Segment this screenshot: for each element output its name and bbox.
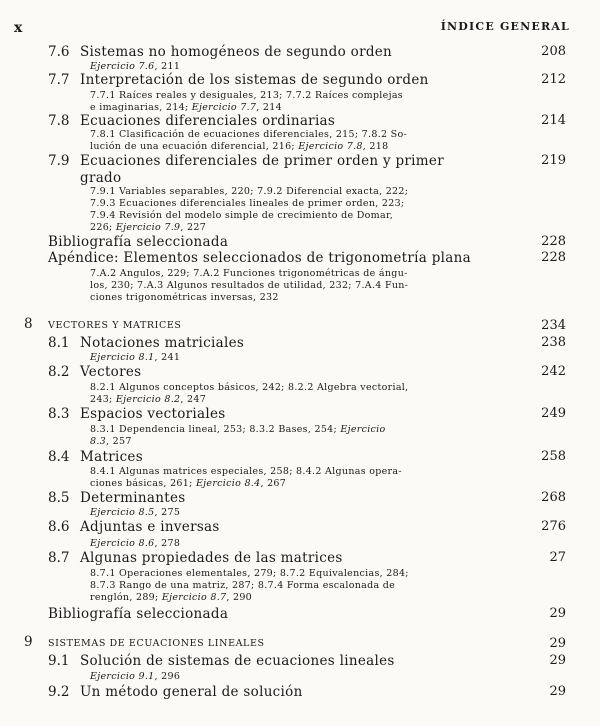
subsection-line: Ejercicio 8.6, 278 <box>90 538 181 549</box>
section-number: 8.4 <box>48 449 70 465</box>
section-title: Espacios vectoriales <box>80 406 226 422</box>
section-number: 7.7 <box>48 72 70 88</box>
page-ref: 249 <box>541 406 566 421</box>
section-title: Sistemas no homogéneos de segundo orden <box>80 44 393 60</box>
section-number: 9.2 <box>48 684 70 700</box>
subsection-line: 8.7.1 Operaciones elementales, 279; 8.7.2 Equivalencias, 284; <box>90 568 409 579</box>
subsection-line: los, 230; 7.A.3 Algunos resultados de utilidad, 232; 7.A.4 Fun- <box>90 280 409 291</box>
page-ref: 238 <box>541 335 566 350</box>
page-number: x <box>14 20 24 36</box>
chapter-number: 9 <box>24 634 33 650</box>
subsection-line: 8.7.3 Rango de una matriz, 287; 8.7.4 Forma escalonada de <box>90 580 396 591</box>
appendix-entry: Bibliografía seleccionada <box>48 606 229 622</box>
subsection-line: Ejercicio 8.1, 241 <box>90 352 181 363</box>
subsection-line: ciones trigonométricas inversas, 232 <box>90 292 279 303</box>
section-number: 8.5 <box>48 490 70 506</box>
page-ref: 258 <box>541 449 566 464</box>
section-title: Notaciones matriciales <box>80 335 245 351</box>
section-number: 8.7 <box>48 550 70 566</box>
subsection-line: 8.4.1 Algunas matrices especiales, 258; 8.4.2 Algunas opera- <box>90 466 402 477</box>
page-ref: 214 <box>541 113 566 128</box>
subsection-line: Ejercicio 7.6, 211 <box>90 61 181 72</box>
subsection-line: 8.2.1 Algunos conceptos básicos, 242; 8.2.2 Algebra vectorial, <box>90 382 409 393</box>
section-number: 8.3 <box>48 406 70 422</box>
section-title-continued: grado <box>80 170 122 186</box>
chapter-number: 8 <box>24 316 33 332</box>
subsection-line: 226; Ejercicio 7.9, 227 <box>90 222 207 233</box>
section-number: 7.6 <box>48 44 70 60</box>
section-title: Determinantes <box>80 490 186 506</box>
page-ref: 276 <box>541 519 566 534</box>
section-number: 7.8 <box>48 113 70 129</box>
section-title: Algunas propiedades de las matrices <box>80 550 343 566</box>
section-number: 8.6 <box>48 519 70 535</box>
section-number: 7.9 <box>48 153 70 169</box>
page-ref: 234 <box>541 318 566 333</box>
section-title: Vectores <box>80 364 142 380</box>
subsection-line: 7.9.1 Variables separables, 220; 7.9.2 Diferencial exacta, 222; <box>90 186 409 197</box>
section-number: 9.1 <box>48 653 70 669</box>
page-ref: 242 <box>541 364 566 379</box>
subsection-line: 7.8.1 Clasificación de ecuaciones diferenciales, 215; 7.8.2 So- <box>90 129 408 140</box>
chapter-title: VECTORES Y MATRICES <box>48 320 182 331</box>
section-title: Matrices <box>80 449 143 465</box>
page-ref: 208 <box>541 44 566 59</box>
subsection-line: ciones básicas, 261; Ejercicio 8.4, 267 <box>90 478 287 489</box>
page-ref: 27 <box>549 550 566 565</box>
running-header: ÍNDICE GENERAL <box>440 20 570 33</box>
page-ref: 29 <box>549 684 566 699</box>
subsection-line: 8.3, 257 <box>90 436 132 447</box>
subsection-line: e imaginarias, 214; Ejercicio 7.7, 214 <box>90 102 282 113</box>
subsection-line: 7.A.2 Angulos, 229; 7.A.2 Funciones trigonométricas de ángu- <box>90 268 408 279</box>
subsection-line: lución de una ecuación diferencial, 216; Ejercicio 7.8, 218 <box>90 141 389 152</box>
subsection-line: 243; Ejercicio 8.2, 247 <box>90 394 207 405</box>
page-ref: 268 <box>541 490 566 505</box>
subsection-line: Ejercicio 9.1, 296 <box>90 671 181 682</box>
section-title: Ecuaciones diferenciales de primer orden y primer <box>80 153 444 169</box>
section-title: Ecuaciones diferenciales ordinarias <box>80 113 336 129</box>
section-number: 8.2 <box>48 364 70 380</box>
section-title: Adjuntas e inversas <box>80 519 220 535</box>
page-ref: 228 <box>541 234 566 249</box>
section-title: Solución de sistemas de ecuaciones lineales <box>80 653 395 669</box>
page-ref: 212 <box>541 72 566 87</box>
section-title: Interpretación de los sistemas de segundo orden <box>80 72 429 88</box>
page-ref: 219 <box>541 153 566 168</box>
page-ref: 228 <box>541 250 566 265</box>
page-ref: 29 <box>549 606 566 621</box>
section-number: 8.1 <box>48 335 70 351</box>
subsection-line: Ejercicio 8.5, 275 <box>90 507 181 518</box>
appendix-entry: Apéndice: Elementos seleccionados de trigonometría plana <box>48 250 471 266</box>
page-ref: 29 <box>549 636 566 651</box>
page-ref: 29 <box>549 653 566 668</box>
chapter-title: SISTEMAS DE ECUACIONES LINEALES <box>48 638 265 649</box>
subsection-line: 7.7.1 Raíces reales y desiguales, 213; 7.7.2 Raíces complejas <box>90 90 403 101</box>
subsection-line: renglón, 289; Ejercicio 8.7, 290 <box>90 592 253 603</box>
subsection-line: 7.9.3 Ecuaciones diferenciales lineales de primer orden, 223; <box>90 198 405 209</box>
subsection-line: 7.9.4 Revisión del modelo simple de crecimiento de Domar, <box>90 210 394 221</box>
subsection-line: 8.3.1 Dependencia lineal, 253; 8.3.2 Bases, 254; Ejercicio <box>90 424 386 435</box>
section-title: Un método general de solución <box>80 684 303 700</box>
appendix-entry: Bibliografía seleccionada <box>48 234 229 250</box>
